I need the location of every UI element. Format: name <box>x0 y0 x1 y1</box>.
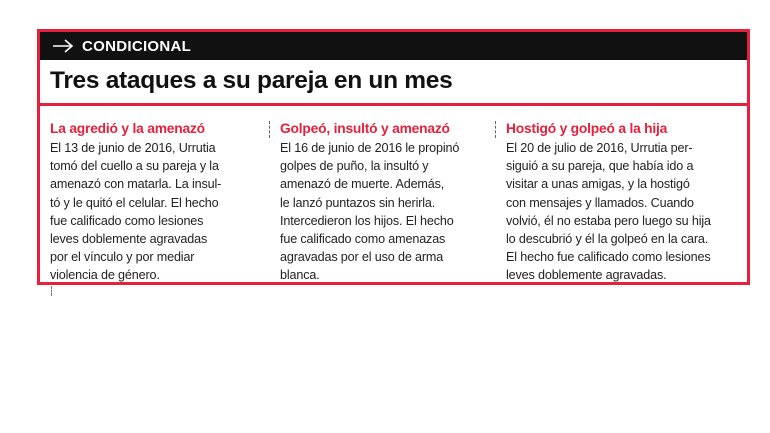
body-line: El hecho fue calificado como lesiones <box>506 250 711 265</box>
column-separator <box>495 121 496 138</box>
body-line: agravadas por el uso de arma <box>280 250 444 265</box>
body-line: blanca. <box>280 268 320 283</box>
body-line: amenazó de muerte. Además, <box>280 177 445 192</box>
body-line: Intercedieron los hijos. El hecho <box>280 213 454 228</box>
body-line: visitar a unas amigas, y la hostigó <box>506 177 690 192</box>
body-line: El 16 de junio de 2016 le propinó <box>280 141 460 155</box>
arrow-right-icon <box>52 39 74 53</box>
footnote-tick <box>51 286 52 296</box>
column-2 <box>280 120 494 285</box>
column-body <box>506 139 726 285</box>
body-line: con mensajes y llamados. Cuando <box>506 195 694 210</box>
body-line: por el vínculo y por mediar <box>50 250 195 265</box>
infobox <box>37 29 750 285</box>
body-line: lo descubrió y él la golpeó en la cara. <box>506 232 709 247</box>
body-line: violencia de género. <box>50 268 160 283</box>
column-separator <box>269 121 270 138</box>
kicker-bar <box>40 32 747 60</box>
body-line: leves doblemente agravadas <box>50 232 208 247</box>
divider-rule <box>40 103 747 106</box>
column-title: Hostigó y golpeó a la hija <box>506 121 668 136</box>
column-body <box>280 139 494 285</box>
body-line: fue calificado como lesiones <box>50 213 204 228</box>
body-line: golpes de puño, la insultó y <box>280 159 429 174</box>
headline: Tres ataques a su pareja en un mes <box>50 67 453 94</box>
body-line: siguió a su pareja, que había ido a <box>506 159 694 174</box>
column-body <box>50 139 264 285</box>
body-line: El 20 de julio de 2016, Urrutia per- <box>506 141 693 155</box>
body-line: tó y le quitó el celular. El hecho <box>50 195 219 210</box>
body-line: volvió, él no estaba pero luego su hija <box>506 213 711 228</box>
body-line: El 13 de junio de 2016, Urrutia <box>50 141 216 155</box>
column-1 <box>50 120 264 285</box>
body-line: fue calificado como amenazas <box>280 232 446 247</box>
kicker-label: CONDICIONAL <box>82 37 192 55</box>
body-line: le lanzó puntazos sin herirla. <box>280 195 436 210</box>
body-line: leves doblemente agravadas. <box>506 268 667 283</box>
body-line: amenazó con matarla. La insul- <box>50 177 222 192</box>
body-line: tomó del cuello a su pareja y la <box>50 159 219 174</box>
column-title: La agredió y la amenazó <box>50 121 205 136</box>
column-3 <box>506 120 726 285</box>
column-title: Golpeó, insultó y amenazó <box>280 121 450 136</box>
